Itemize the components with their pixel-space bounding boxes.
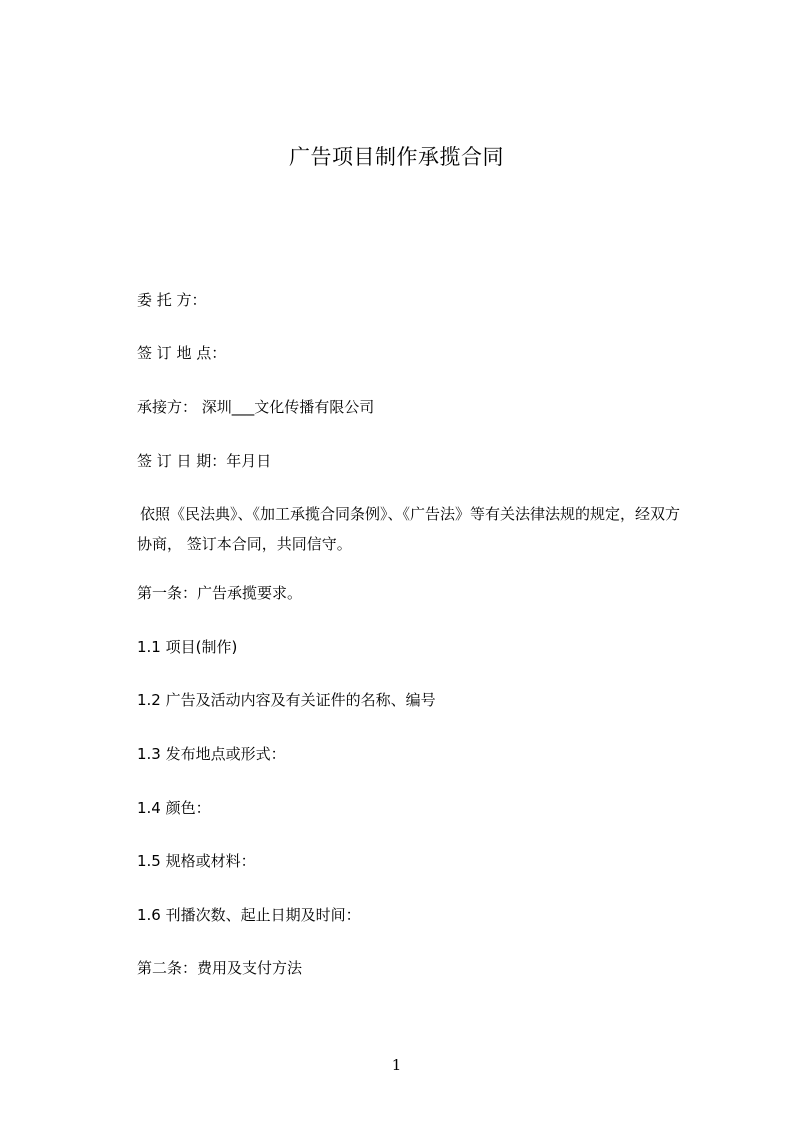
article-1-heading: 第一条：广告承揽要求。 <box>137 584 303 602</box>
contractor-line: 承接方： 深圳___文化传播有限公司 <box>137 398 375 416</box>
article-2-heading: 第二条：费用及支付方法 <box>137 959 303 977</box>
clause-1-3: 1.3 发布地点或形式： <box>137 745 286 763</box>
clause-1-4: 1.4 颜色： <box>137 799 211 817</box>
signing-date-line: 签 订 日 期：年月日 <box>137 452 272 470</box>
page-number: 1 <box>391 1056 402 1074</box>
clause-1-1: 1.1 项目(制作) <box>137 638 238 656</box>
clause-1-5: 1.5 规格或材料： <box>137 852 256 870</box>
clause-1-2: 1.2 广告及活动内容及有关证件的名称、编号 <box>137 691 436 709</box>
document-title: 广告项目制作承揽合同 <box>289 145 504 169</box>
signing-place-label: 签 订 地 点： <box>137 344 227 362</box>
preamble-paragraph: 依照《民法典》、《加工承揽合同条例》、《广告法》等有关法律法规的规定，经双方协商， 签订本合同，共同信守。 <box>137 505 681 553</box>
client-label: 委 托 方： <box>137 291 207 309</box>
clause-1-6: 1.6 刊播次数、起止日期及时间： <box>137 906 361 924</box>
